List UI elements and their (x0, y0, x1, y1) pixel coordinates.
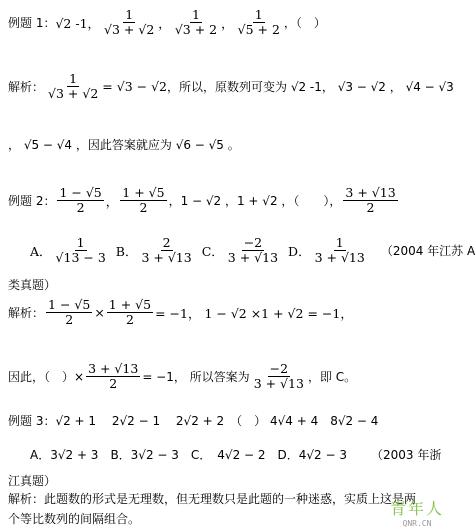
example-1-label: 例题 1： (8, 16, 56, 31)
solution-3: 解析：此题数的形式是无理数，但无理数只是此题的一种迷惑，实质上这是两 (8, 492, 417, 506)
fraction: $\frac{1}{√5 + 2}$ (237, 7, 280, 38)
solution-label: 解析： (8, 80, 45, 95)
fraction: $\frac{1 + √5}{2}$ (122, 185, 165, 216)
solution-1: 解析： $\frac{1}{√3 + √2}$ = √3 − √2 ，所以，原数列可变为 √2 -1， √3 − √2 ， √4 − √3 (8, 71, 454, 102)
solution-2-conclusion: 因此，（ ）× $\frac{3 + √13}{2}$ = −1， 所以答案为 $\frac{-2}{3 + √13}$ ，即 C。 (8, 361, 357, 392)
term: √2 -1， (55, 15, 101, 31)
solution-2: 解析： $\frac{1 - √5}{2}$ × $\frac{1 + √5}{2}$ = −1， 1 − √2 ×1 + √2 = −1， (8, 297, 353, 328)
source-note-cont: 类真题） (8, 278, 57, 292)
example-2: 例题 2： $\frac{1 - √5}{2}$ ， $\frac{1 + √5}{2}$ ，1 − √2 ，1 + √2 ，（ ）， $\frac{3 + √13}{2}$ (8, 185, 396, 216)
fraction: $\frac{1}{√3 + √2}$ (48, 71, 99, 102)
example-3-label: 例题 3： (8, 414, 56, 428)
source-note-cont: 江真题） (8, 474, 57, 488)
example-2-options: A． $\frac{1}{√13 - 3}$ B． $\frac{2}{3 + √13}$ C． $\frac{-2}{3 + √13}$ D． $\frac{1}{3 + √13}$ （2004 年江苏 A (30, 235, 475, 266)
solution-3-line2: 个等比数列的间隔组合。 (8, 512, 141, 526)
fraction: $\frac{3 + √13}{2}$ (345, 185, 396, 216)
solution-text: ，所以，原数列可变为 √2 -1， √3 − √2 ， √4 − √3 (167, 80, 454, 95)
fraction: $\frac{1}{√3 + 2}$ (174, 7, 218, 38)
example-1: 例题 1： √2 -1， $\frac{1}{√3 + √2}$ ， $\frac{1}{√3 + 2}$ ， $\frac{1}{√5 + 2}$ ，（ ） (8, 7, 326, 38)
example-3 (8, 412, 378, 429)
fraction: $\frac{1 - √5}{2}$ (59, 185, 102, 216)
solution-1-line2: ， √5 − √4 ，因此答案就应为 √6 − √5 。 (8, 138, 240, 152)
watermark-logo (390, 496, 444, 528)
source-note: （2004 年江苏 A (380, 244, 475, 259)
example-3-options: A．3√2 + 3 B．3√2 − 3 C． 4√2 − 2 D．4√2 − 3 （2003 年浙 (30, 448, 442, 462)
fraction: $\frac{1}{√3 + √2}$ (104, 7, 155, 38)
watermark-url: QNR.CN (402, 519, 432, 528)
source-note: （2003 年浙 (371, 448, 442, 462)
watermark-text: 青年人 (389, 499, 444, 518)
sequence: √2 + 1 2√2 − 1 2√2 + 2 （ ） 4√4 + 4 8√2 − 4 (55, 414, 379, 428)
example-2-label: 例题 2： (8, 194, 56, 209)
